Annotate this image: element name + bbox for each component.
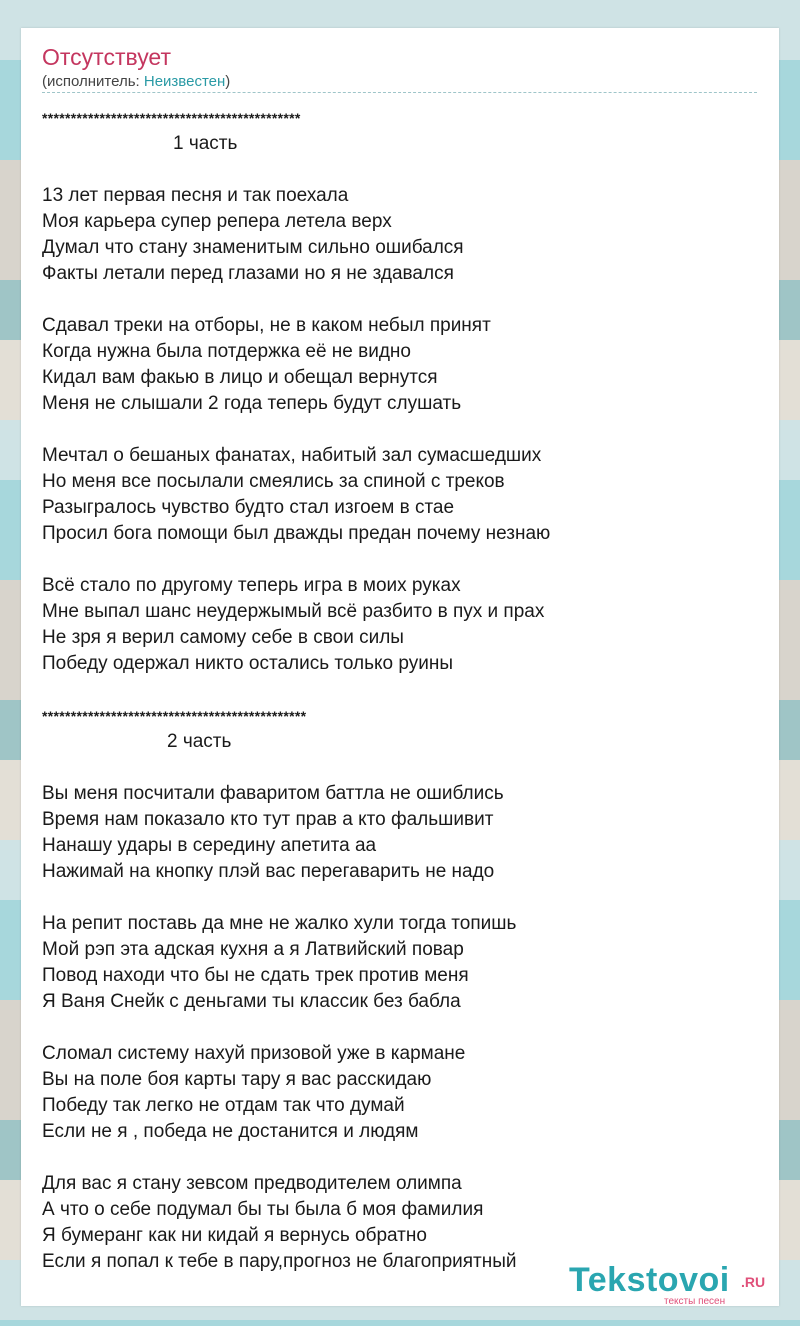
- performer-prefix: (исполнитель:: [42, 73, 144, 90]
- lyric-line: А что о себе подумал бы ты была б моя фамилия: [42, 1199, 484, 1220]
- lyric-line: Нажимай на кнопку плэй вас перегаварить не надо: [42, 861, 495, 882]
- lyric-line: **********************************************: [42, 708, 307, 724]
- lyric-line: Просил бога помощи был дважды предан почему незнаю: [42, 523, 551, 544]
- lyric-line: Не зря я верил самому себе в свои силы: [42, 627, 404, 648]
- lyric-line: Мне выпал шанс неудержымый всё разбито в пух и прах: [42, 601, 545, 622]
- section-heading: 1 часть: [173, 133, 238, 154]
- lyric-line: Повод находи что бы не сдать трек против меня: [42, 965, 469, 986]
- lyric-line: [42, 885, 550, 911]
- lyric-line: Если я попал к тебе в пару,прогноз не благоприятный: [42, 1251, 517, 1272]
- lyric-line: Вы меня посчитали фаваритом баттла не ошиблись: [42, 783, 504, 804]
- lyric-line: Мечтал о бешаных фанатах, набитый зал сумасшедших: [42, 445, 542, 466]
- song-title[interactable]: Отсутствует: [42, 44, 171, 70]
- lyric-line: [42, 417, 550, 443]
- logo-name: Tekstovoi: [569, 1261, 730, 1299]
- lyric-line: [42, 677, 550, 703]
- performer-link[interactable]: Неизвестен: [143, 73, 226, 90]
- performer-suffix: ): [225, 73, 231, 90]
- lyric-line: Разыгралось чувство будто стал изгоем в стае: [42, 497, 455, 518]
- lyric-line: Думал что стану знаменитым сильно ошибался: [42, 237, 464, 258]
- lyric-line: [42, 1145, 550, 1171]
- section-heading: 2 часть: [167, 731, 232, 752]
- lyric-line: [42, 157, 550, 183]
- lyric-line: Я Ваня Снейк с деньгами ты классик без бабла: [42, 991, 461, 1012]
- lyric-line: Но меня все посылали смеялись за спиной с треков: [42, 471, 505, 492]
- lyric-line: Нанашу удары в середину апетита аа: [42, 835, 377, 856]
- lyric-line: Моя карьера супер репера летела верх: [42, 211, 392, 232]
- lyric-line: Я бумеранг как ни кидай я вернусь обратно: [42, 1225, 427, 1246]
- lyric-line: [42, 547, 550, 573]
- lyric-line: Победу одержал никто остались только руины: [42, 653, 453, 674]
- lyric-line: Когда нужна была потдержка её не видно: [42, 341, 411, 362]
- lyric-line: Время нам показало кто тут прав а кто фальшивит: [42, 809, 494, 830]
- lyric-line: Мой рэп эта адская кухня а я Латвийский повар: [42, 939, 464, 960]
- lyric-line: 13 лет первая песня и так поехала: [42, 185, 349, 206]
- lyric-line: [42, 287, 550, 313]
- lyric-line: [42, 755, 550, 781]
- lyric-line: Меня не слышали 2 года теперь будут слушать: [42, 393, 462, 414]
- lyric-line: Если не я , победа не достанится и людям: [42, 1121, 419, 1142]
- logo-tagline: тексты песен: [664, 1296, 726, 1307]
- lyric-line: На репит поставь да мне не жалко хули тогда топишь: [42, 913, 517, 934]
- lyric-line: Кидал вам факью в лицо и обещал вернутся: [42, 367, 438, 388]
- lyric-line: Победу так легко не отдам так что думай: [42, 1095, 405, 1116]
- site-logo[interactable]: [569, 1260, 779, 1310]
- lyrics-text: [42, 105, 550, 1275]
- lyric-line: Факты летали перед глазами но я не здавался: [42, 263, 454, 284]
- lyric-line: Вы на поле боя карты тару я вас расскидаю: [42, 1069, 432, 1090]
- logo-tld: .RU: [741, 1274, 766, 1290]
- lyric-line: Сломал систему нахуй призовой уже в кармане: [42, 1043, 466, 1064]
- lyric-line: Всё стало по другому теперь игра в моих руках: [42, 575, 461, 596]
- performer-line: [42, 72, 230, 92]
- lyric-line: [42, 1015, 550, 1041]
- title-divider: [42, 92, 757, 93]
- lyric-line: *********************************************: [42, 110, 301, 126]
- lyric-line: Сдавал треки на отборы, не в каком небыл принят: [42, 315, 491, 336]
- lyrics-card: [21, 28, 779, 1306]
- lyric-line: Для вас я стану зевсом предводителем олимпа: [42, 1173, 462, 1194]
